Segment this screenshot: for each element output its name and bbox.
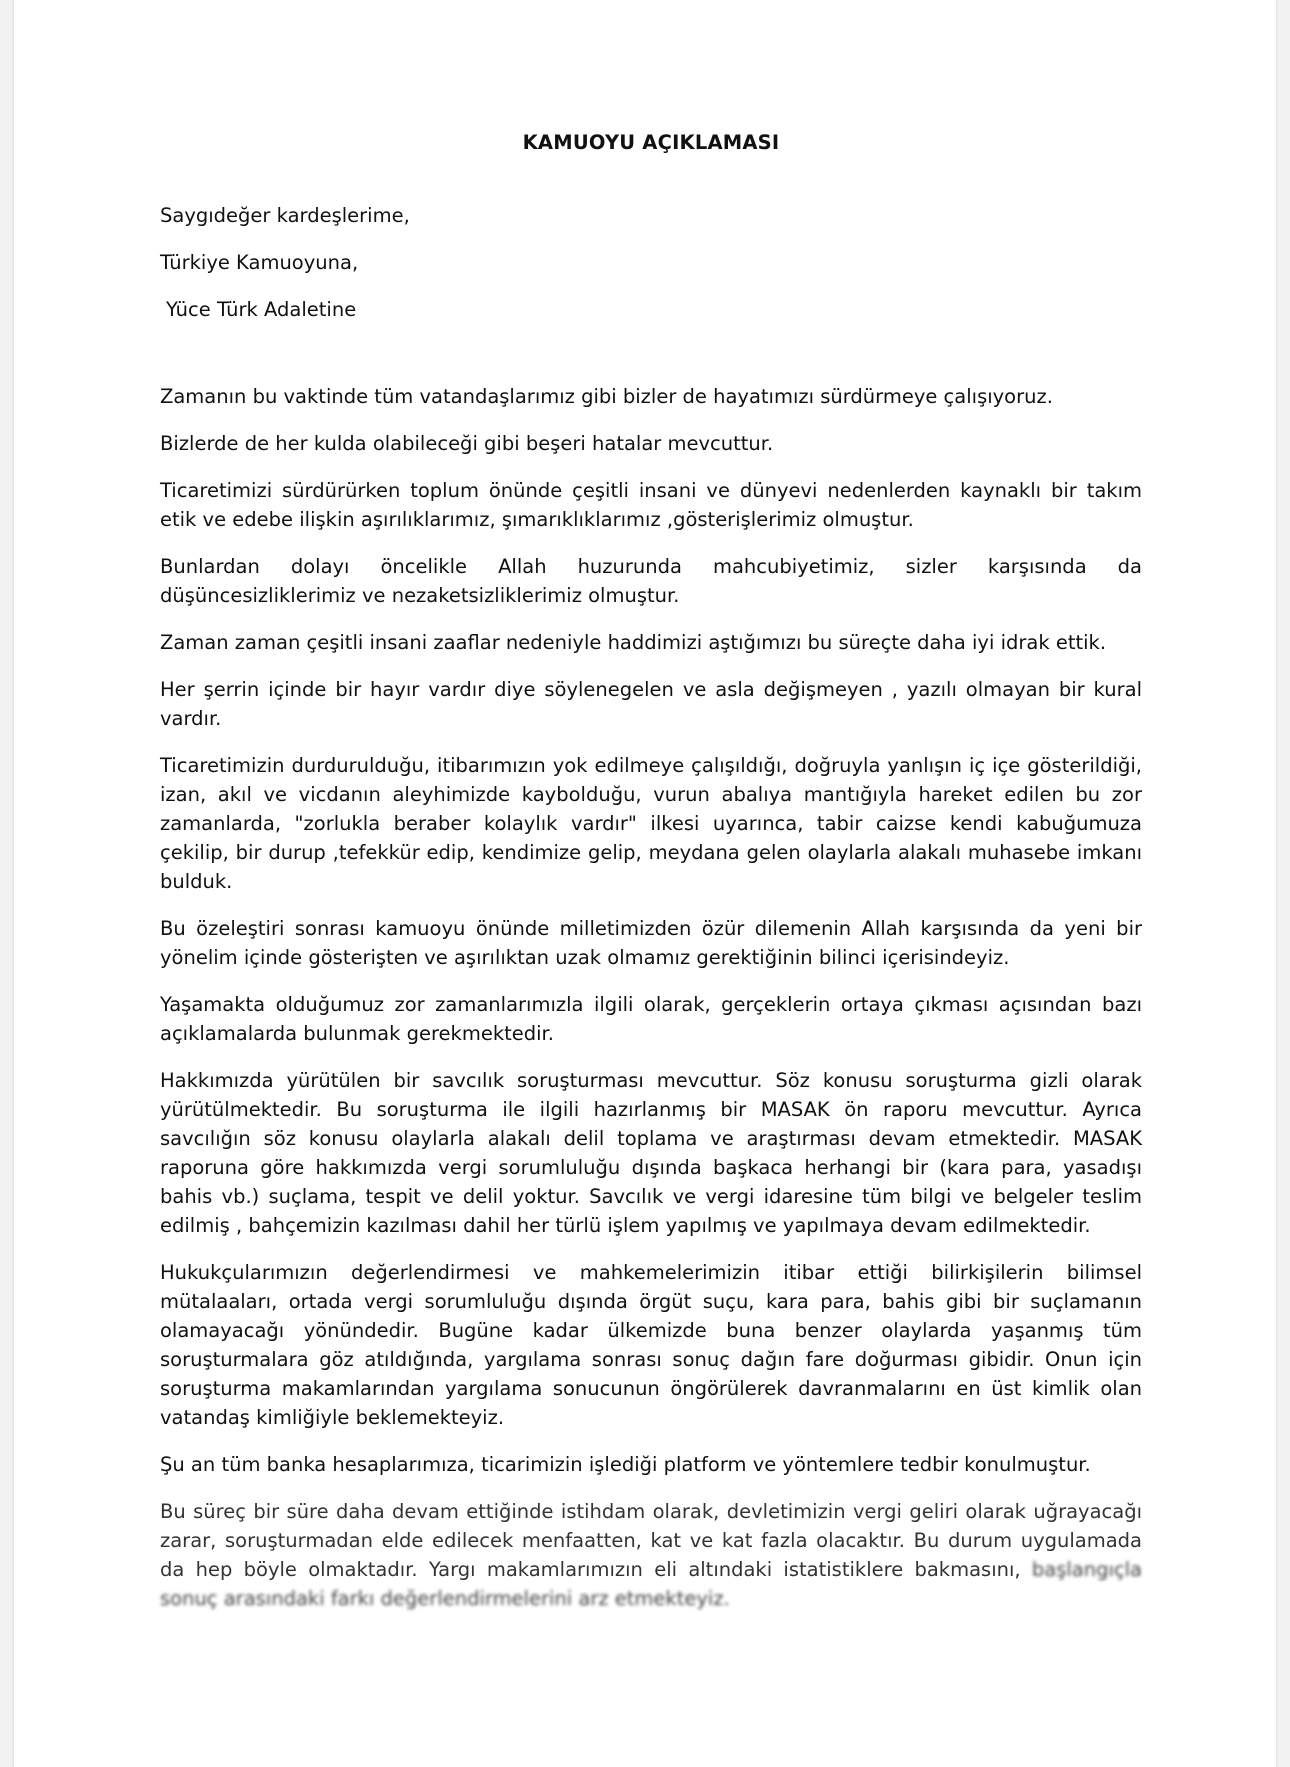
document-page	[14, 0, 1276, 1767]
salutation-block	[160, 201, 1142, 324]
body-paragraph: Bizlerde de her kulda olabileceği gibi beşeri hatalar mevcuttur.	[160, 432, 774, 455]
body-paragraph: Bunlardan dolayı öncelikle Allah huzurunda mahcubiyetimiz, sizler karşısında da düşüncesizliklerimiz ve nezaketsizliklerimiz olmuştur.	[160, 555, 1142, 607]
salutation-line: Saygıdeğer kardeşlerime,	[160, 204, 410, 227]
body-paragraph: Şu an tüm banka hesaplarımıza, ticarimizin işlediği platform ve yöntemlere tedbir konulmuştur.	[160, 1453, 1091, 1476]
salutation-line: Yüce Türk Adaletine	[166, 298, 357, 321]
body-paragraph: Her şerrin içinde bir hayır vardır diye söylenegelen ve asla değişmeyen , yazılı olmayan bir kural vardır.	[160, 678, 1142, 730]
document-content	[160, 128, 1142, 1631]
final-paragraph-text: Bu süreç bir süre daha devam ettiğinde istihdam olarak, devletimizin vergi geliri olarak uğrayacağı zarar, soruşturmadan elde edilecek menfaatten, kat ve kat fazla olacaktır. Bu durum uygulamada da hep böyle olmaktadır. Yargı makamlarımızın eli altındaki istatistiklere bakmasını,	[160, 1500, 1142, 1581]
body-paragraph: Hukukçularımızın değerlendirmesi ve mahkemelerimizin itibar ettiği bilirkişilerin bilimsel mütalaaları, ortada vergi sorumluluğu dışında örgüt suçu, kara para, bahis gibi bir suçlamanın olamayacağı yönündedir. Bugüne kadar ülkemizde buna benzer olaylarda yaşanmış tüm soruşturmalara göz atıldığında, yargılama sonrası sonuç dağın fare doğurması gibidir. Onun için soruşturma makamlarından yargılama sonucunun öngörülerek davranmalarını en üst kimlik olan vatandaş kimliğiyle beklemekteyiz.	[160, 1261, 1142, 1429]
body-paragraph: Ticaretimizi sürdürürken toplum önünde çeşitli insani ve dünyevi nedenlerden kaynaklı bir takım etik ve edebe ilişkin aşırılıklarımız, şımarıklıklarımız ,gösterişlerimiz olmuştur.	[160, 479, 1142, 531]
body-paragraph: Yaşamakta olduğumuz zor zamanlarımızla ilgili olarak, gerçeklerin ortaya çıkması açısından bazı açıklamalarda bulunmak gerekmektedir.	[160, 993, 1142, 1045]
blurred-text: başlangıçla sonuç arasındaki farkı değerlendirmelerini arz etmekteyiz.	[160, 1558, 1142, 1610]
body-paragraph: Ticaretimizin durdurulduğu, itibarımızın yok edilmeye çalışıldığı, doğruyla yanlışın iç içe gösterildiği, izan, akıl ve vicdanın aleyhimizde kaybolduğu, vurun abalıya mantığıyla hareket edilen bu zor zamanlarda, "zorlukla beraber kolaylık vardır" ilkesi uyarınca, tabir caizse kendi kabuğumuza çekilip, bir durup ,tefekkür edip, kendimize gelip, meydana gelen olaylarla alakalı muhasebe imkanı bulduk.	[160, 754, 1142, 893]
document-body	[160, 382, 1142, 1613]
body-paragraph: Zamanın bu vaktinde tüm vatandaşlarımız gibi bizler de hayatımızı sürdürmeye çalışıyoruz.	[160, 385, 1053, 408]
body-paragraph: Hakkımızda yürütülen bir savcılık soruşturması mevcuttur. Söz konusu soruşturma gizli olarak yürütülmektedir. Bu soruşturma ile ilgili hazırlanmış bir MASAK ön raporu mevcuttur. Ayrıca savcılığın söz konusu olaylarla alakalı delil toplama ve araştırması devam etmektedir. MASAK raporuna göre hakkımızda vergi sorumluluğu dışında başkaca herhangi bir (kara para, yasadışı bahis vb.) suçlama, tespit ve delil yoktur. Savcılık ve vergi idaresine tüm bilgi ve belgeler teslim edilmiş , bahçemizin kazılması dahil her türlü işlem yapılmış ve yapılmaya devam edilmektedir.	[160, 1069, 1142, 1237]
body-paragraph: Bu özeleştiri sonrası kamuoyu önünde milletimizden özür dilemenin Allah karşısında da yeni bir yönelim içinde gösterişten ve aşırılıktan uzak olmamız gerektiğinin bilinci içerisindeyiz.	[160, 917, 1142, 969]
document-title: KAMUOYU AÇIKLAMASI	[522, 131, 780, 154]
final-paragraph	[160, 1497, 1142, 1613]
salutation-line: Türkiye Kamuoyuna,	[160, 251, 359, 274]
body-paragraph: Zaman zaman çeşitli insani zaaflar nedeniyle haddimizi aştığımızı bu süreçte daha iyi idrak ettik.	[160, 631, 1107, 654]
